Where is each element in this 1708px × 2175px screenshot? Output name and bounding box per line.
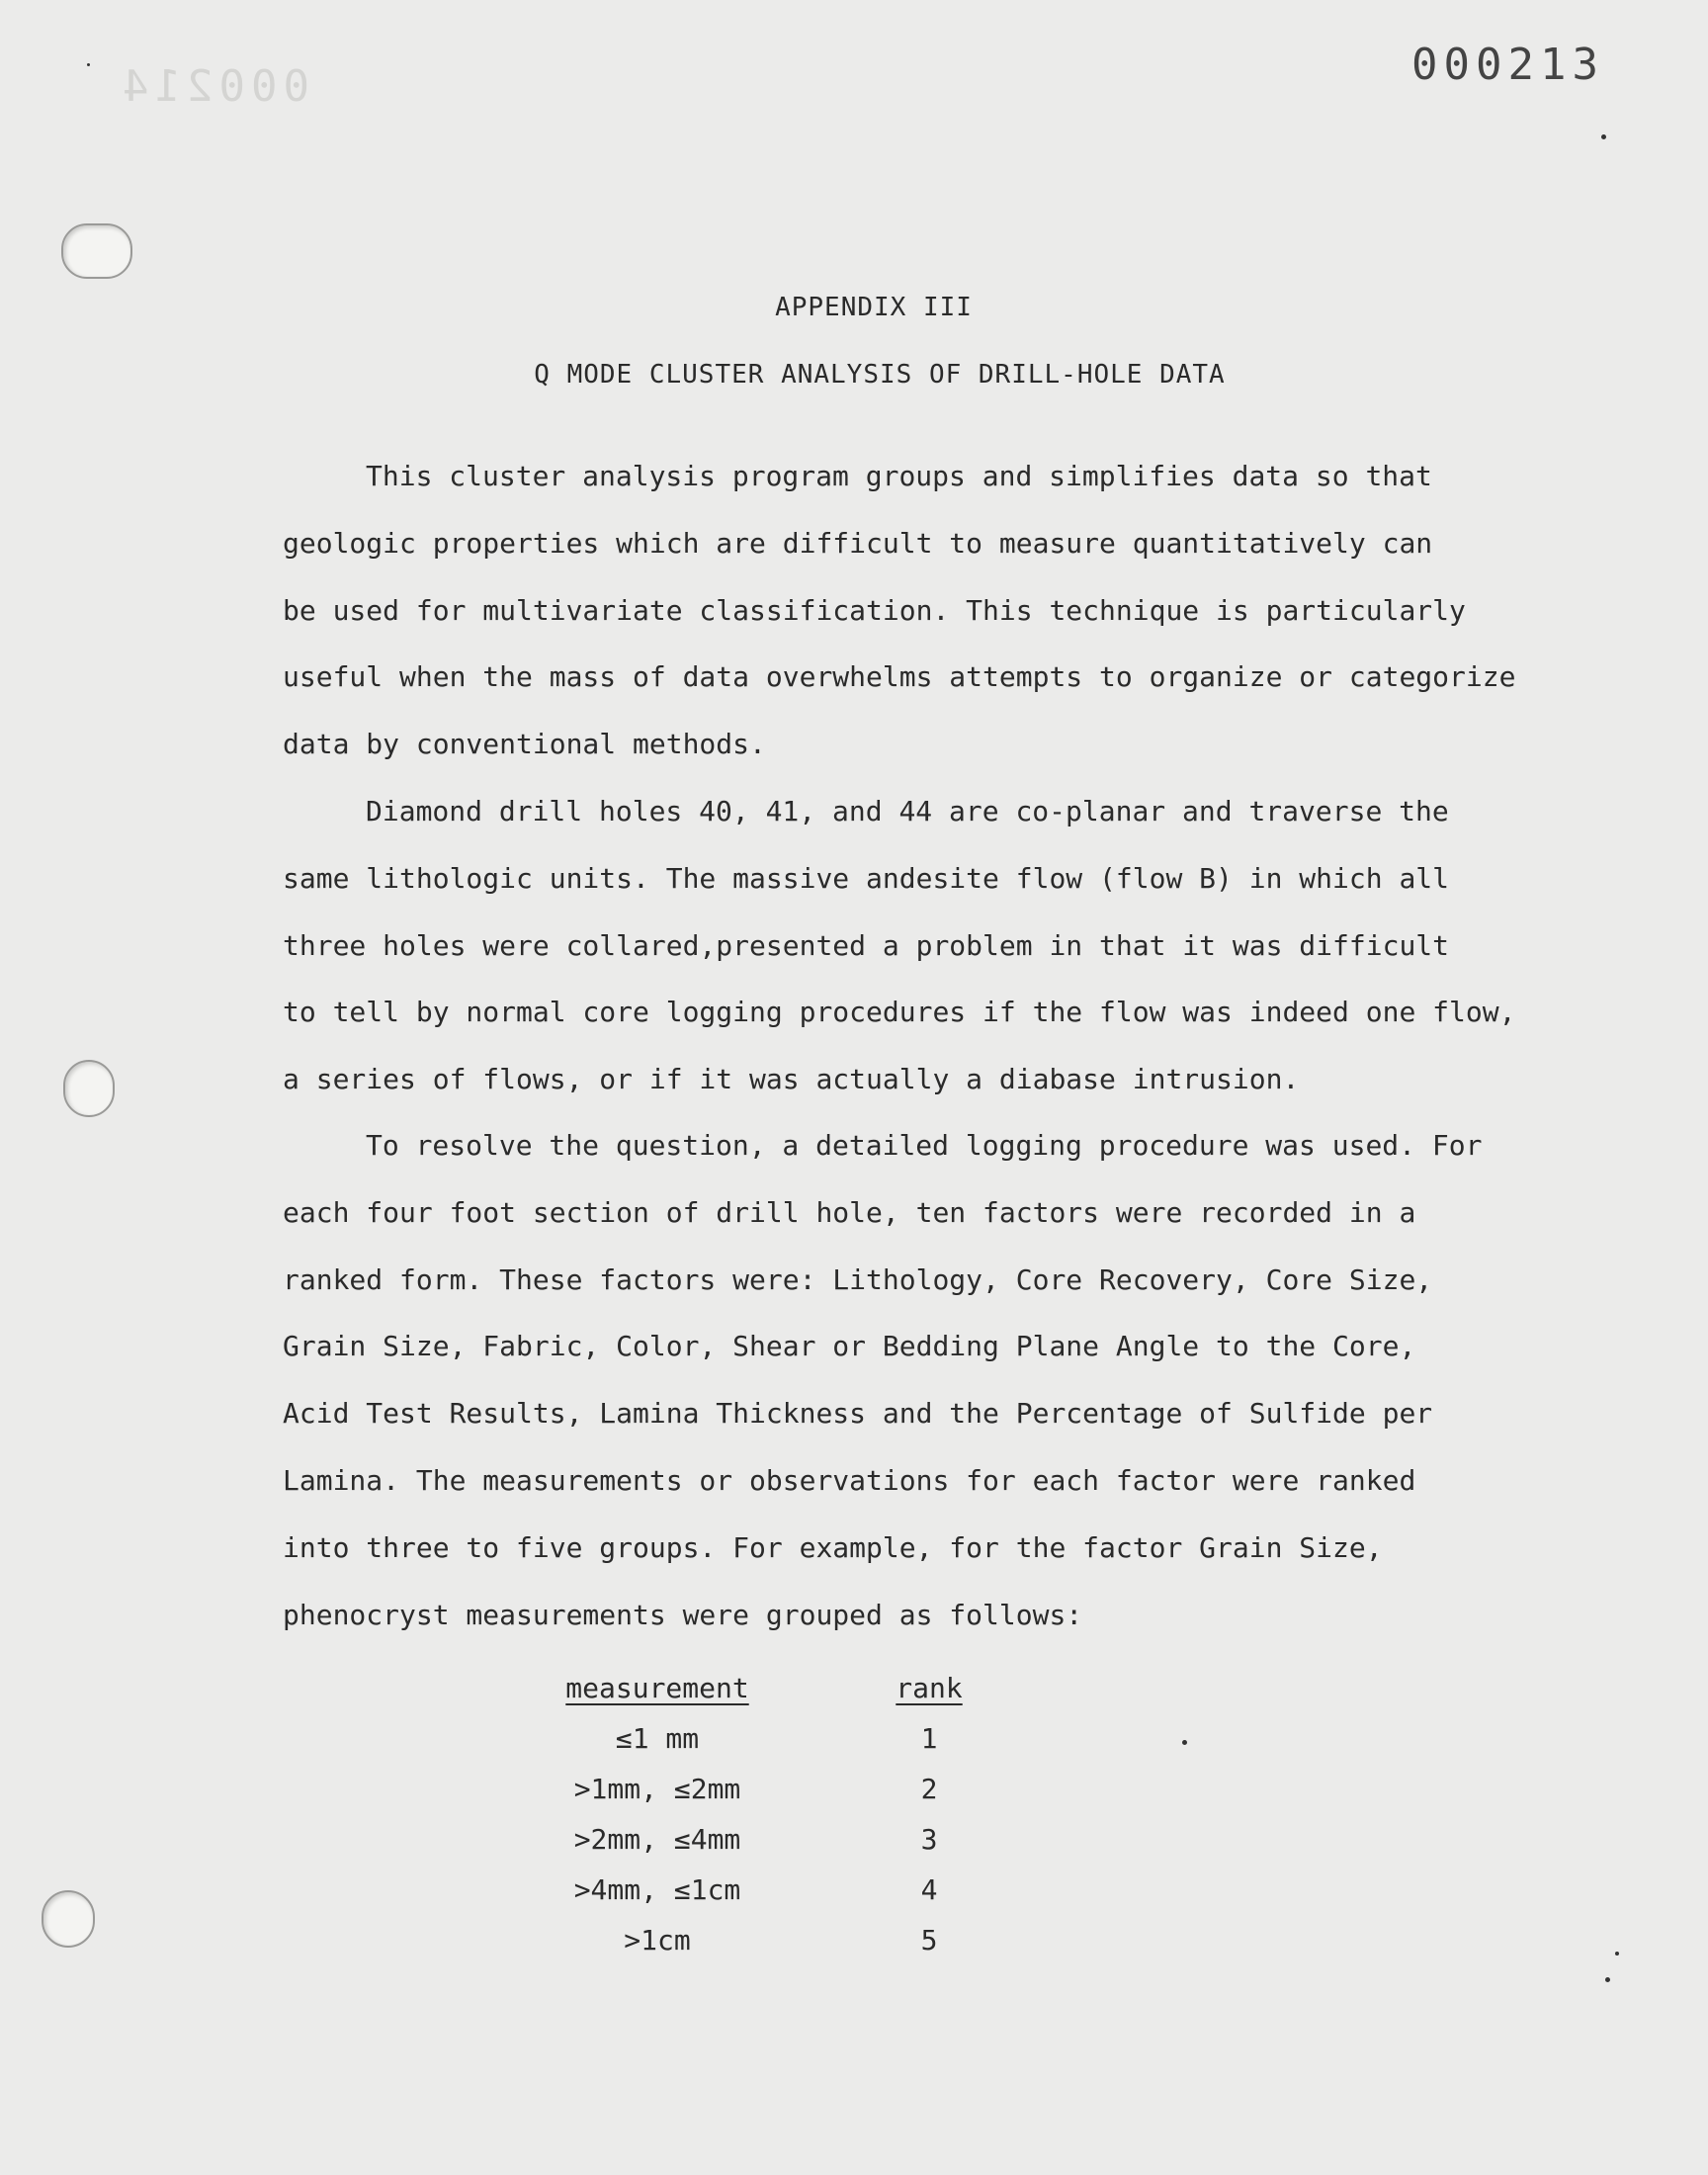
column-header-measurement: measurement bbox=[565, 1672, 749, 1704]
text-line: To resolve the question, a detailed logging procedure was used. For bbox=[366, 1129, 1483, 1162]
paragraph-procedure bbox=[283, 1112, 1548, 1648]
paper-speck bbox=[1182, 1740, 1187, 1745]
rank-cell: 1 bbox=[920, 1722, 938, 1755]
text-line: same lithologic units. The massive andesite flow (flow B) in which all bbox=[283, 861, 1450, 895]
text-line: to tell by normal core logging procedures if the flow was indeed one flow, bbox=[283, 996, 1516, 1029]
rank-cell: 3 bbox=[920, 1823, 938, 1856]
text-line: Grain Size, Fabric, Color, Shear or Bedding Plane Angle to the Core, bbox=[283, 1330, 1416, 1363]
punch-hole-middle bbox=[63, 1060, 115, 1117]
text-line: be used for multivariate classification. This technique is particularly bbox=[283, 593, 1466, 627]
measurement-cell: ≤1 mm bbox=[615, 1722, 700, 1755]
paper-speck bbox=[87, 63, 90, 66]
text-line: Acid Test Results, Lamina Thickness and the Percentage of Sulfide per bbox=[283, 1397, 1433, 1431]
text-line: ranked form. These factors were: Lithology, Core Recovery, Core Size, bbox=[283, 1262, 1433, 1296]
appendix-heading: APPENDIX III bbox=[775, 293, 973, 322]
text-line: three holes were collared,presented a problem in that it was difficult bbox=[283, 928, 1450, 962]
table-row bbox=[494, 1814, 1048, 1865]
table-row bbox=[494, 1764, 1048, 1814]
text-line: data by conventional methods. bbox=[283, 728, 766, 761]
section-title: Q MODE CLUSTER ANALYSIS OF DRILL-HOLE DATA bbox=[534, 360, 1226, 390]
measurement-cell: >4mm, ≤1cm bbox=[573, 1873, 741, 1906]
text-line: a series of flows, or if it was actually a diabase intrusion. bbox=[283, 1063, 1300, 1096]
grain-size-rank-table bbox=[494, 1663, 1048, 1965]
text-line: This cluster analysis program groups and simplifies data so that bbox=[366, 460, 1432, 492]
paper-speck bbox=[1605, 1977, 1610, 1982]
table-row bbox=[494, 1713, 1048, 1764]
text-line: phenocryst measurements were grouped as follows: bbox=[283, 1598, 1083, 1631]
text-line: Lamina. The measurements or observations for each factor were ranked bbox=[283, 1463, 1416, 1497]
column-header-rank: rank bbox=[896, 1672, 963, 1704]
rank-cell: 5 bbox=[920, 1924, 938, 1957]
rank-cell: 2 bbox=[920, 1773, 938, 1805]
measurement-cell: >2mm, ≤4mm bbox=[573, 1823, 741, 1856]
punch-hole-top bbox=[61, 223, 132, 279]
page-number-stamp: 000213 bbox=[1411, 40, 1604, 90]
paragraph-drill-holes bbox=[283, 778, 1548, 1113]
text-line: into three to five groups. For example, for the factor Grain Size, bbox=[283, 1530, 1383, 1564]
rank-cell: 4 bbox=[920, 1873, 938, 1906]
table-row bbox=[494, 1915, 1048, 1965]
text-line: Diamond drill holes 40, 41, and 44 are co-planar and traverse the bbox=[366, 795, 1449, 827]
text-line: each four foot section of drill hole, ten factors were recorded in a bbox=[283, 1195, 1416, 1229]
text-line: useful when the mass of data overwhelms attempts to organize or categorize bbox=[283, 660, 1516, 694]
bleed-through-page-number: 000214 bbox=[117, 61, 309, 112]
paragraph-intro bbox=[283, 443, 1548, 778]
punch-hole-bottom bbox=[42, 1890, 95, 1948]
measurement-cell: >1cm bbox=[624, 1924, 691, 1957]
measurement-cell: >1mm, ≤2mm bbox=[573, 1773, 741, 1805]
table-row bbox=[494, 1865, 1048, 1915]
table-header-row bbox=[494, 1663, 1048, 1713]
text-line: geologic properties which are difficult to measure quantitatively can bbox=[283, 526, 1433, 560]
paper-speck bbox=[1615, 1952, 1619, 1956]
paper-speck bbox=[1601, 134, 1606, 139]
